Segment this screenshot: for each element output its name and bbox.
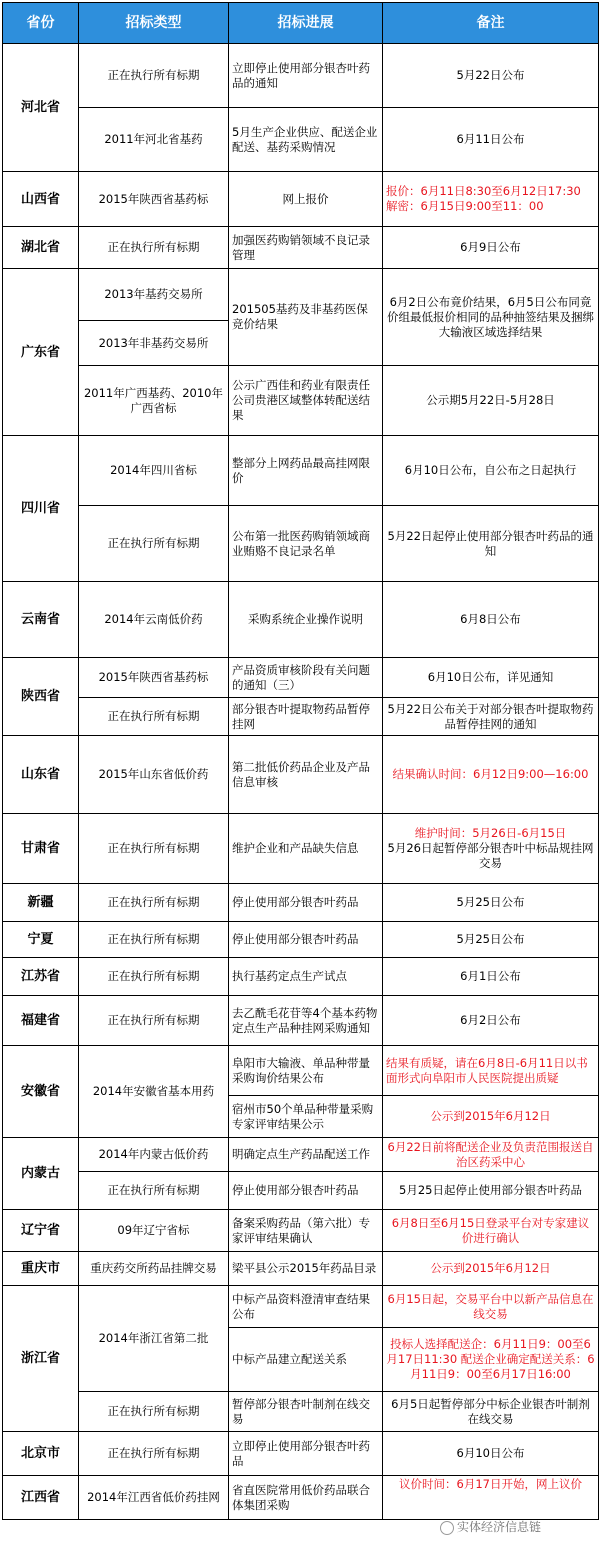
type-cell: 2014年安徽省基本用药 [79, 1046, 229, 1138]
progress-cell: 宿州市50个单品种带量采购专家评审结果公示 [229, 1096, 383, 1138]
note-cell: 6月10日公布，详见通知 [383, 658, 599, 698]
note-cell: 投标人选择配送企：6月11日9：00至6月17日11:30 配送企业确定配送关系：6月11日9：00至6月17日16:00 [383, 1328, 599, 1392]
progress-cell: 阜阳市大输液、单品种带量采购询价结果公布 [229, 1046, 383, 1096]
progress-cell: 去乙酰毛花苷等4个基本药物定点生产品种挂网采购通知 [229, 996, 383, 1046]
type-cell: 正在执行所有标期 [79, 1172, 229, 1210]
province-cell: 山西省 [3, 172, 79, 227]
header-type: 招标类型 [79, 3, 229, 44]
type-cell: 2015年山东省低价药 [79, 736, 229, 814]
progress-cell: 产品资质审核阶段有关问题的通知（三） [229, 658, 383, 698]
progress-cell: 中标产品资料澄清审查结果公布 [229, 1286, 383, 1328]
table-row [3, 1252, 599, 1286]
progress-cell: 第二批低价药品企业及产品信息审核 [229, 736, 383, 814]
type-cell: 2014年江西省低价药挂网 [79, 1476, 229, 1520]
progress-cell: 采购系统企业操作说明 [229, 582, 383, 658]
note-cell [383, 814, 599, 884]
table-row [3, 44, 599, 108]
progress-cell: 执行基药定点生产试点 [229, 958, 383, 996]
province-cell: 广东省 [3, 269, 79, 436]
province-cell: 江苏省 [3, 958, 79, 996]
table-row [3, 1392, 599, 1432]
table-row [3, 814, 599, 884]
header-province: 省份 [3, 3, 79, 44]
note-cell: 结果有质疑，请在6月8日-6月11日以书面形式向阜阳市人民医院提出质疑 [383, 1046, 599, 1096]
progress-cell: 网上报价 [229, 172, 383, 227]
progress-cell: 立即停止使用部分银杏叶药品 [229, 1432, 383, 1476]
progress-cell: 加强医药购销领域不良记录管理 [229, 227, 383, 269]
progress-cell: 立即停止使用部分银杏叶药品的通知 [229, 44, 383, 108]
type-cell: 正在执行所有标期 [79, 698, 229, 736]
type-cell: 正在执行所有标期 [79, 227, 229, 269]
table-row [3, 1138, 599, 1172]
progress-cell: 梁平县公示2015年药品目录 [229, 1252, 383, 1286]
progress-cell: 中标产品建立配送关系 [229, 1328, 383, 1392]
table-row [3, 736, 599, 814]
note-cell: 5月22日公布 [383, 44, 599, 108]
province-cell: 辽宁省 [3, 1210, 79, 1252]
type-cell: 2015年陕西省基药标 [79, 658, 229, 698]
table-row [3, 172, 599, 227]
progress-cell: 暂停部分银杏叶制剂在线交易 [229, 1392, 383, 1432]
type-cell: 09年辽宁省标 [79, 1210, 229, 1252]
progress-cell: 停止使用部分银杏叶药品 [229, 884, 383, 922]
table-row [3, 922, 599, 958]
province-cell: 陕西省 [3, 658, 79, 736]
table-row [3, 698, 599, 736]
province-cell: 山东省 [3, 736, 79, 814]
header-note: 备注 [383, 3, 599, 44]
type-cell: 2011年河北省基药 [79, 108, 229, 172]
note-cell: 5月22日公布关于对部分银杏叶提取物药品暂停挂网的通知 [383, 698, 599, 736]
note-cell: 6月10日公布 [383, 1432, 599, 1476]
province-cell: 河北省 [3, 44, 79, 172]
province-cell: 浙江省 [3, 1286, 79, 1432]
note-cell: 6月8日至6月15日登录平台对专家建议价进行确认 [383, 1210, 599, 1252]
province-cell: 重庆市 [3, 1252, 79, 1286]
type-cell: 正在执行所有标期 [79, 958, 229, 996]
type-cell: 正在执行所有标期 [79, 44, 229, 108]
note-red-text: 维护时间：5月26日-6月15日 [414, 826, 567, 840]
note-cell: 6月2日公布竟价结果，6月5日公布同竟价组最低报价相同的品种抽签结果及捆绑大输液区域选择结果 [383, 269, 599, 366]
note-cell: 6月10日公布，自公布之日起执行 [383, 436, 599, 506]
note-cell: 6月8日公布 [383, 582, 599, 658]
progress-cell: 部分银杏叶提取物药品暂停挂网 [229, 698, 383, 736]
progress-cell: 省直医院常用低价药品联合体集团采购 [229, 1476, 383, 1520]
province-cell: 湖北省 [3, 227, 79, 269]
note-cell: 5月22日起停止使用部分银杏叶药品的通知 [383, 506, 599, 582]
progress-cell: 停止使用部分银杏叶药品 [229, 922, 383, 958]
bidding-table [2, 2, 599, 1520]
note-cell: 报价：6月11日8:30至6月12日17:30 解密：6月15日9:00至11：00 [383, 172, 599, 227]
note-cell: 5月25日公布 [383, 884, 599, 922]
note-cell: 结果确认时间：6月12日9:00—16:00 [383, 736, 599, 814]
note-cell: 6月1日公布 [383, 958, 599, 996]
note-cell: 6月22日前将配送企业及负责范围报送自治区药采中心 [383, 1138, 599, 1172]
province-cell: 新疆 [3, 884, 79, 922]
note-cell: 6月2日公布 [383, 996, 599, 1046]
province-cell: 四川省 [3, 436, 79, 582]
progress-cell: 明确定点生产药品配送工作 [229, 1138, 383, 1172]
table-row [3, 108, 599, 172]
note-cell: 议价时间：6月17日开始，网上议价 [383, 1476, 599, 1520]
table-row [3, 506, 599, 582]
progress-cell: 停止使用部分银杏叶药品 [229, 1172, 383, 1210]
type-cell: 2013年基药交易所 [79, 269, 229, 321]
note-cell: 6月11日公布 [383, 108, 599, 172]
watermark-text: 实体经济信息链 [457, 1520, 542, 1534]
table-row [3, 436, 599, 506]
progress-cell: 整部分上网药品最高挂网限价 [229, 436, 383, 506]
type-cell: 正在执行所有标期 [79, 1392, 229, 1432]
province-cell: 福建省 [3, 996, 79, 1046]
table-row [3, 1476, 599, 1520]
province-cell: 甘肃省 [3, 814, 79, 884]
note-cell: 公示期5月22日-5月28日 [383, 366, 599, 436]
header-row [3, 3, 599, 44]
type-cell: 2014年内蒙古低价药 [79, 1138, 229, 1172]
watermark [440, 1518, 590, 1535]
table-row [3, 1046, 599, 1096]
province-cell: 北京市 [3, 1432, 79, 1476]
progress-cell: 5月生产企业供应、配送企业配送、基药采购情况 [229, 108, 383, 172]
type-cell: 正在执行所有标期 [79, 506, 229, 582]
table-row [3, 1432, 599, 1476]
table-row [3, 366, 599, 436]
note-cell: 公示到2015年6月12日 [383, 1252, 599, 1286]
note-cell: 公示到2015年6月12日 [383, 1096, 599, 1138]
type-cell: 正在执行所有标期 [79, 922, 229, 958]
type-cell: 2014年云南低价药 [79, 582, 229, 658]
type-cell: 正在执行所有标期 [79, 1432, 229, 1476]
note-text: 5月26日起暂停部分银杏叶中标品规挂网交易 [387, 841, 594, 870]
note-cell: 6月9日公布 [383, 227, 599, 269]
wechat-logo-icon [440, 1521, 454, 1535]
table-row [3, 884, 599, 922]
type-cell: 2013年非基药交易所 [79, 321, 229, 366]
note-cell: 5月25日公布 [383, 922, 599, 958]
progress-cell: 公示广西佳和药业有限责任公司贵港区域整体转配送结果 [229, 366, 383, 436]
type-cell: 2014年四川省标 [79, 436, 229, 506]
note-cell: 5月25日起停止使用部分银杏叶药品 [383, 1172, 599, 1210]
type-cell: 正在执行所有标期 [79, 996, 229, 1046]
province-cell: 安徽省 [3, 1046, 79, 1138]
province-cell: 云南省 [3, 582, 79, 658]
province-cell: 内蒙古 [3, 1138, 79, 1210]
table-row [3, 227, 599, 269]
table-row [3, 1210, 599, 1252]
table-row [3, 1286, 599, 1328]
progress-cell: 公布第一批医药购销领域商业贿赂不良记录名单 [229, 506, 383, 582]
type-cell: 重庆药交所药品挂牌交易 [79, 1252, 229, 1286]
type-cell: 2015年陕西省基药标 [79, 172, 229, 227]
table-row [3, 658, 599, 698]
table-row [3, 958, 599, 996]
header-progress: 招标进展 [229, 3, 383, 44]
table-row [3, 1172, 599, 1210]
table-row [3, 582, 599, 658]
note-cell: 6月5日起暂停部分中标企业银杏叶制剂在线交易 [383, 1392, 599, 1432]
table-row [3, 269, 599, 321]
type-cell: 2014年浙江省第二批 [79, 1286, 229, 1392]
table-row [3, 996, 599, 1046]
type-cell: 正在执行所有标期 [79, 814, 229, 884]
progress-cell: 201505基药及非基药医保竞价结果 [229, 269, 383, 366]
type-cell: 2011年广西基药、2010年广西省标 [79, 366, 229, 436]
province-cell: 江西省 [3, 1476, 79, 1520]
note-cell: 6月15日起，交易平台中以新产品信息在线交易 [383, 1286, 599, 1328]
province-cell: 宁夏 [3, 922, 79, 958]
progress-cell: 备案采购药品（第六批）专家评审结果确认 [229, 1210, 383, 1252]
type-cell: 正在执行所有标期 [79, 884, 229, 922]
progress-cell: 维护企业和产品缺失信息 [229, 814, 383, 884]
